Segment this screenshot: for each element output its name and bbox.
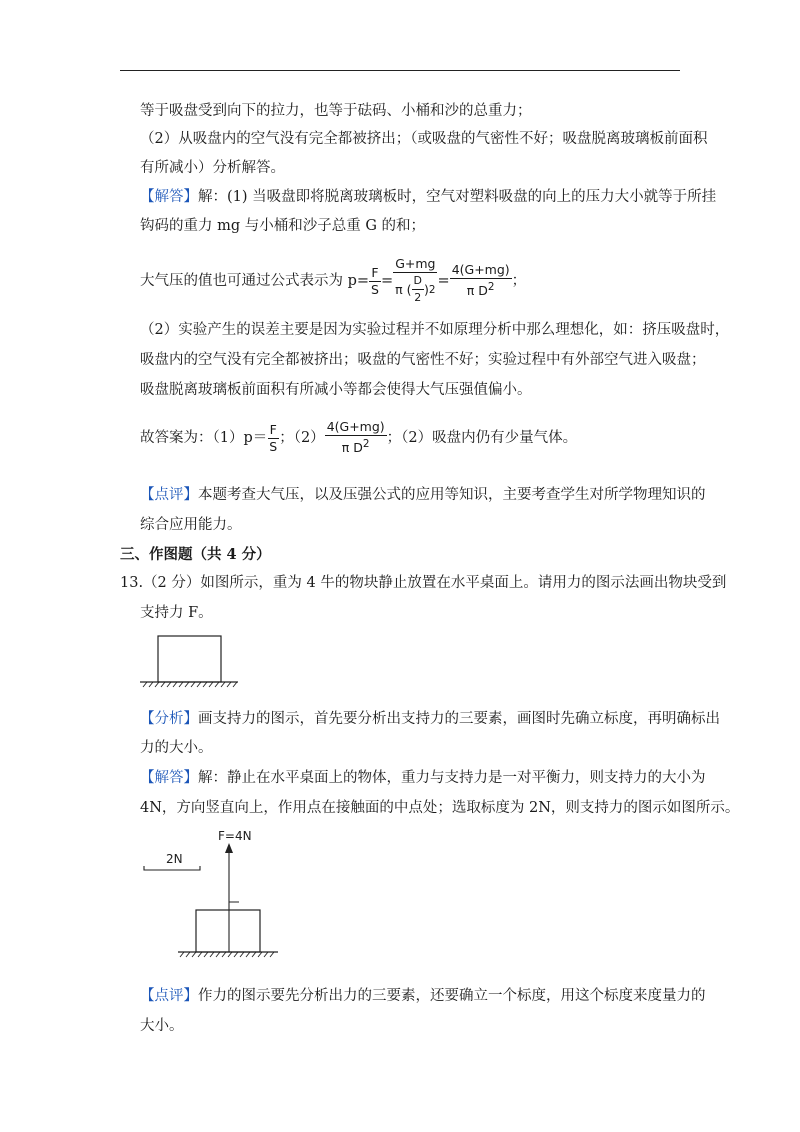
- section-heading: 三、作图题（共 4 分）: [120, 546, 271, 563]
- force-diagram: [138, 826, 288, 964]
- answer-line-6: 吸盘脱离玻璃板前面积有所减小等都会使得大气压强值偏小。: [140, 382, 532, 398]
- fraction-denominator: 2: [414, 291, 422, 304]
- fraction-numerator: 4(G+mg): [326, 419, 385, 435]
- answer-text-1: 解：(1) 当吸盘即将脱离玻璃板时，空气对塑料吸盘的向上的压力大小就等于所挂: [198, 189, 717, 205]
- fraction-denominator: [393, 273, 437, 306]
- solution-line-1: [140, 768, 706, 788]
- hatch-marks: [180, 952, 274, 957]
- scale-label: 2N: [166, 852, 183, 866]
- superscript-2: 2: [487, 281, 495, 294]
- superscript-2: 2: [428, 283, 436, 296]
- pi-d: π D: [341, 440, 363, 456]
- text-line-3: 有所减小）分析解答。: [140, 160, 285, 176]
- comment-text-1: 本题考查大气压，以及压强公式的应用等知识，主要考查学生对所学物理知识的: [198, 487, 706, 503]
- comment-tag: 【点评】: [140, 487, 198, 503]
- analysis-tag: 【分析】: [140, 711, 198, 727]
- scale-bar: [144, 866, 200, 870]
- analysis-text-1: 画支持力的图示，首先要分析出支持力的三要素，画图时先确立标度，再明确标出: [198, 711, 720, 727]
- fraction-numerator: 4(G+mg): [451, 262, 510, 278]
- answer-line-5: 吸盘内的空气没有完全都被挤出；吸盘的气密性不好；实验过程中有外部空气进入吸盘；: [140, 352, 706, 368]
- question-13-line-2: 支持力 F。: [140, 605, 213, 621]
- answer-line-1: [140, 187, 716, 207]
- fraction-d-over-2: [412, 273, 424, 306]
- review-tag: 【点评】: [140, 988, 198, 1004]
- fraction-denominator: [340, 436, 372, 456]
- fraction-4gmg-over-pi-d2: [325, 419, 387, 456]
- fraction-f-over-s: [267, 422, 279, 455]
- question-figure: [135, 630, 245, 692]
- analysis-line-1: [140, 709, 720, 729]
- fraction-denominator: S: [269, 438, 278, 454]
- answer-line-2: 钩码的重力 mg 与小桶和沙子总重 G 的和；: [140, 218, 426, 234]
- comment-line-2: 综合应用能力。: [140, 517, 242, 533]
- answer-line-4: （2）实验产生的误差主要是因为实验过程并不如原理分析中那么理想化，如：挤压吸盘时，: [140, 322, 730, 338]
- equals-sign: =: [380, 273, 394, 289]
- review-line-1: [140, 986, 706, 1006]
- solution-text-1: 解：静止在水平桌面上的物体，重力与支持力是一对平衡力，则支持力的大小为: [198, 770, 706, 786]
- solution-tag: 【解答】: [140, 770, 198, 786]
- fraction-numerator: F: [371, 264, 379, 280]
- block: [158, 636, 221, 682]
- pi-open: π (: [395, 281, 412, 297]
- review-text-1: 作力的图示要先分析出力的三要素，还要确立一个标度，用这个标度来度量力的: [198, 988, 706, 1004]
- pi-d: π D: [466, 283, 488, 299]
- solution-line-2: 4N，方向竖直向上，作用点在接触面的中点处；选取标度为 2N，则支持力的图示如图所示。: [140, 800, 740, 816]
- review-line-2: 大小。: [140, 1018, 184, 1034]
- fraction-denominator: S: [371, 281, 379, 297]
- header-rule: [120, 70, 680, 71]
- fraction-numerator: D: [412, 273, 424, 290]
- block: [196, 910, 260, 952]
- text-line-1: 等于吸盘受到向下的拉力，也等于砝码、小桶和沙的总重力；: [140, 103, 532, 119]
- text-line-2: （2）从吸盘内的空气没有完全都被挤出；（或吸盘的气密性不好；吸盘脱离玻璃板前面积: [140, 131, 708, 147]
- fraction-numerator: F: [269, 421, 277, 437]
- formula-prefix: 大气压的值也可通过公式表示为 p=: [140, 273, 370, 289]
- superscript-2: 2: [362, 438, 370, 451]
- comment-line-1: [140, 485, 706, 505]
- force-label: F=4N: [218, 829, 252, 843]
- equals-sign: =: [437, 273, 450, 289]
- fraction-denominator: [465, 279, 497, 299]
- fraction-4gmg-over-pi-d2: [450, 262, 512, 299]
- fraction-numerator: G+mg: [395, 256, 436, 271]
- answer-tag: 【解答】: [140, 189, 198, 205]
- semicolon: ；: [511, 273, 527, 289]
- fraction-gmg-over-pi-d2: [393, 256, 437, 306]
- final-answer-prefix: 故答案为：（1）p＝: [140, 430, 268, 446]
- formula-line: [140, 256, 526, 306]
- fraction-f-over-s: [369, 265, 381, 298]
- hatch-marks: [143, 682, 237, 687]
- final-answer-end: ；（2）吸盘内仍有少量气体。: [386, 430, 578, 446]
- paren-close: ): [424, 281, 429, 297]
- final-answer-line: [140, 418, 577, 458]
- arrow-head-icon: [225, 843, 233, 853]
- question-13: 13.（2 分）如图所示，重为 4 牛的物块静止放置在水平桌面上。请用力的图示法画出物块受到: [120, 575, 727, 591]
- analysis-line-2: 力的大小。: [140, 740, 213, 756]
- final-answer-mid: ；（2）: [279, 430, 325, 446]
